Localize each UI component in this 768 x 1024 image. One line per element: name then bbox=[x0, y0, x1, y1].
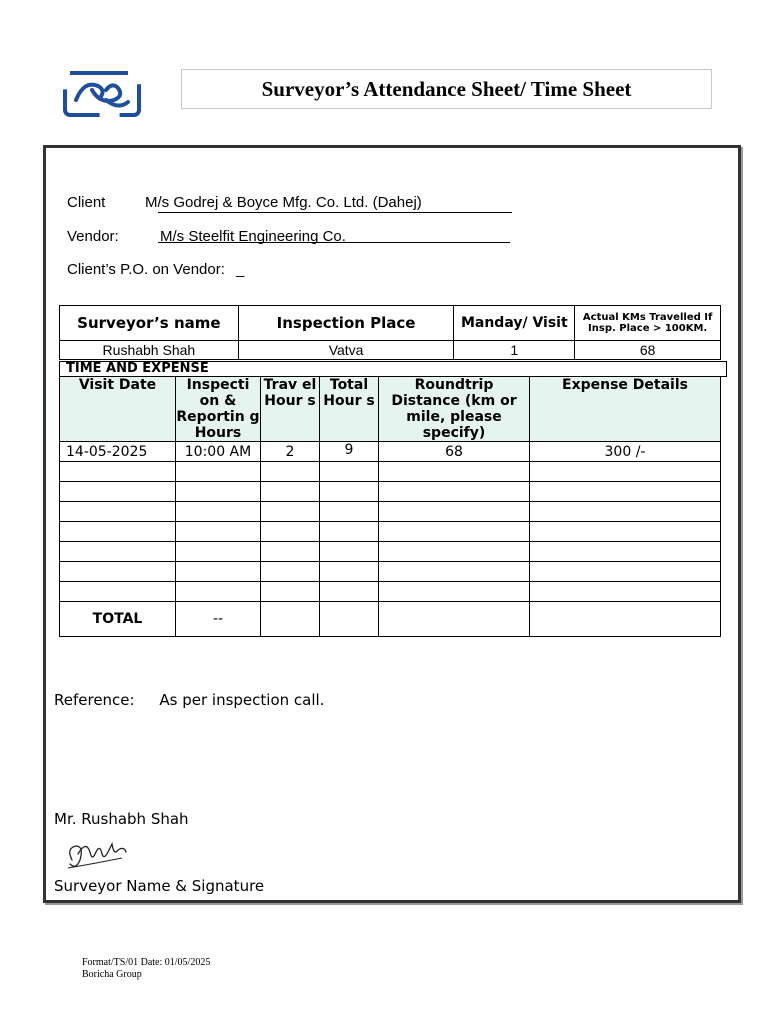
inspection-place-header: Inspection Place bbox=[238, 306, 454, 341]
roundtrip-distance-cell: 68 bbox=[379, 442, 530, 462]
po-value: _ bbox=[236, 261, 245, 278]
surveyor-name: Mr. Rushabh Shah bbox=[54, 810, 189, 828]
actual-kms-header: Actual KMs Travelled If Insp. Place > 100KM. bbox=[575, 306, 721, 341]
summary-value-row bbox=[60, 341, 721, 360]
vendor-label: Vendor: bbox=[67, 228, 119, 245]
time-expense-table bbox=[59, 376, 721, 637]
total-hours-cell: 9 bbox=[320, 442, 379, 462]
expense-details-header: Expense Details bbox=[530, 377, 721, 442]
table-row bbox=[60, 442, 721, 462]
summary-table bbox=[59, 305, 721, 360]
empty-row bbox=[60, 582, 721, 602]
expense-details-cell: 300 /- bbox=[530, 442, 721, 462]
page-title: Surveyor’s Attendance Sheet/ Time Sheet bbox=[181, 69, 712, 109]
visit-date-cell: 14-05-2025 bbox=[60, 442, 176, 462]
surveyor-name-header: Surveyor’s name bbox=[60, 306, 239, 341]
roundtrip-distance-header: Roundtrip Distance (km or mile, please specify) bbox=[379, 377, 530, 442]
inspection-hours-cell: 10:00 AM bbox=[176, 442, 261, 462]
reference-label: Reference: bbox=[54, 691, 135, 709]
travel-hours-cell: 2 bbox=[261, 442, 320, 462]
visit-date-header: Visit Date bbox=[60, 377, 176, 442]
total-value: -- bbox=[176, 602, 261, 637]
footer-format-line: Format/TS/01 Date: 01/05/2025 bbox=[82, 957, 211, 968]
empty-row bbox=[60, 462, 721, 482]
manday-visit-header: Manday/ Visit bbox=[454, 306, 575, 341]
total-hours-header: Total Hour s bbox=[320, 377, 379, 442]
client-underline bbox=[158, 212, 512, 213]
empty-row bbox=[60, 562, 721, 582]
link-logo-icon bbox=[62, 70, 142, 118]
time-expense-section-title: TIME AND EXPENSE bbox=[59, 361, 727, 377]
client-label: Client bbox=[67, 194, 106, 211]
empty-row bbox=[60, 542, 721, 562]
surveyor-name-value: Rushabh Shah bbox=[60, 341, 239, 360]
manday-visit-value: 1 bbox=[454, 341, 575, 360]
total-label: TOTAL bbox=[60, 602, 176, 637]
client-value: M/s Godrej & Boyce Mfg. Co. Ltd. (Dahej) bbox=[145, 194, 422, 211]
total-row bbox=[60, 602, 721, 637]
inspection-hours-header: Inspecti on & Reportin g Hours bbox=[176, 377, 260, 441]
vendor-value: M/s Steelfit Engineering Co. bbox=[160, 228, 346, 245]
reference-value: As per inspection call. bbox=[159, 691, 325, 709]
handwritten-signature bbox=[62, 830, 130, 876]
empty-row bbox=[60, 502, 721, 522]
inspection-place-value: Vatva bbox=[238, 341, 454, 360]
summary-header-row bbox=[60, 306, 721, 341]
empty-row bbox=[60, 482, 721, 502]
empty-row bbox=[60, 522, 721, 542]
signature-label: Surveyor Name & Signature bbox=[54, 877, 265, 895]
footer-company-line: Boricha Group bbox=[82, 969, 142, 980]
po-label: Client’s P.O. on Vendor: bbox=[67, 261, 225, 278]
vendor-underline bbox=[158, 242, 510, 243]
footer bbox=[82, 957, 210, 981]
time-expense-header-row bbox=[60, 377, 721, 442]
travel-hours-header: Trav el Hour s bbox=[261, 377, 320, 442]
reference-line bbox=[54, 691, 324, 709]
actual-kms-value: 68 bbox=[575, 341, 721, 360]
